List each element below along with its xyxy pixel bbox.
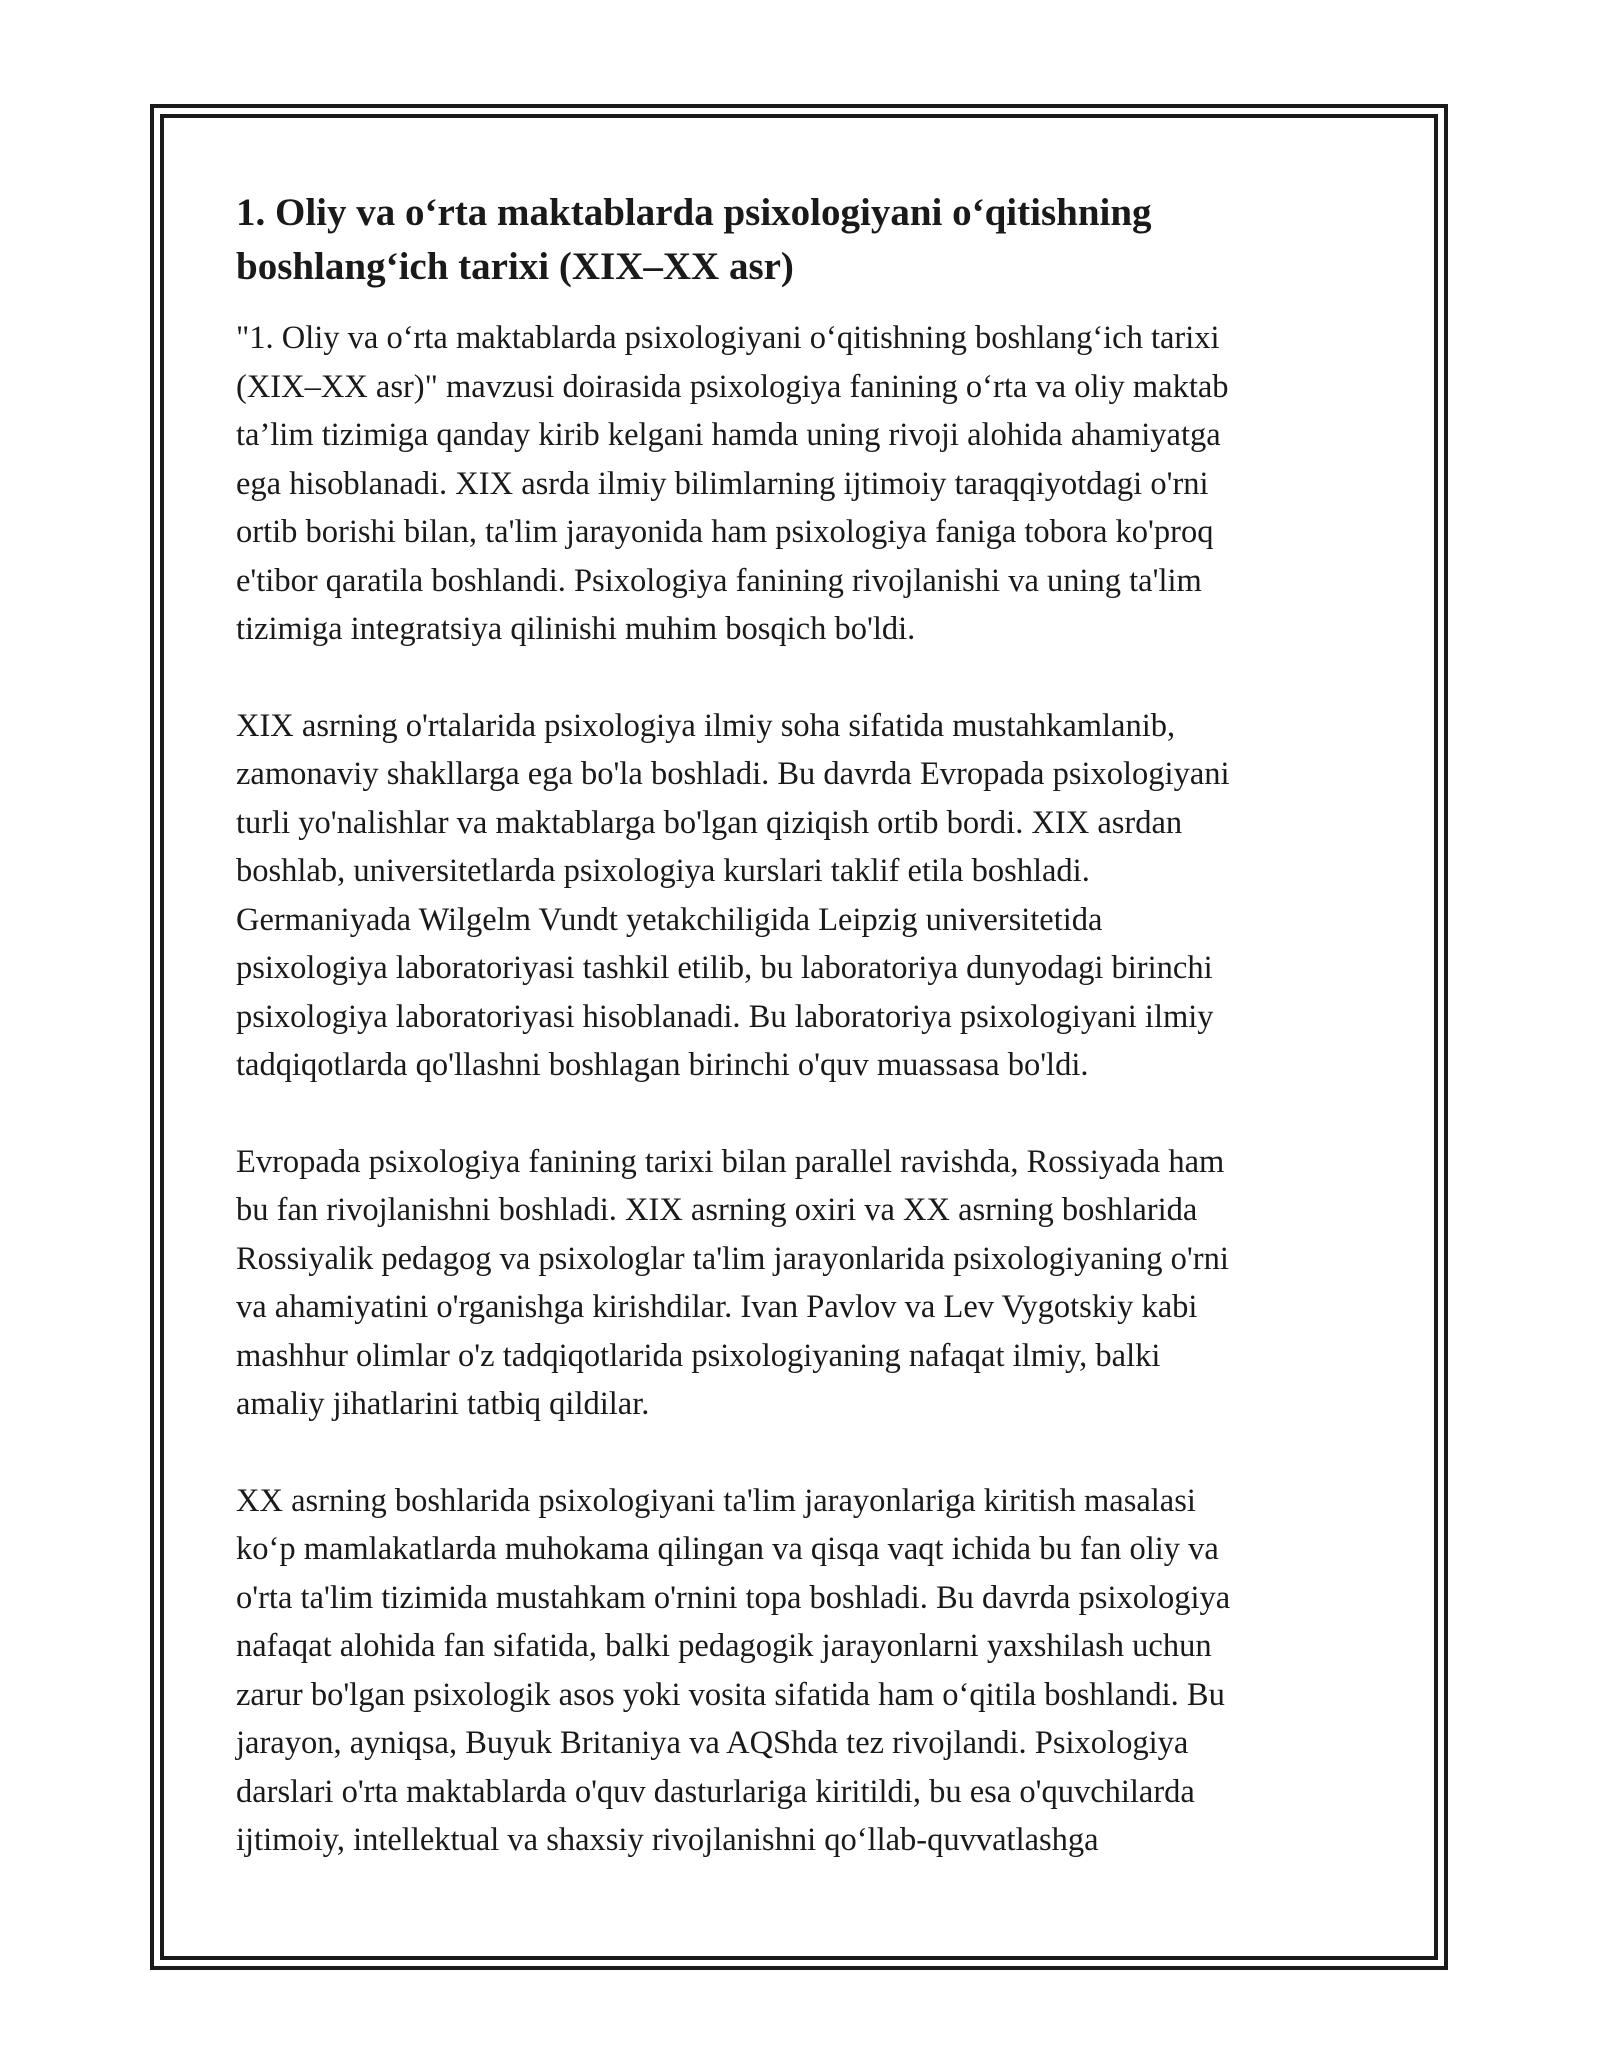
- heading-line: boshlang‘ich tarixi (XIX–XX asr): [236, 245, 794, 288]
- text-line: Rossiyalik pedagog va psixologlar ta'lim jarayonlarida psixologiyaning o'rni: [236, 1240, 1229, 1277]
- text-line: "1. Oliy va o‘rta maktablarda psixologiyani o‘qitishning boshlang‘ich tarixi: [236, 320, 1220, 356]
- heading-line: 1. Oliy va o‘rta maktablarda psixologiyani o‘qitishning: [236, 191, 1152, 234]
- text-line: bu fan rivojlanishni boshladi. XIX asrning oxiri va XX asrning boshlarida: [236, 1192, 1198, 1228]
- text-line: zamonaviy shakllarga ega bo'la boshladi. Bu davrda Evropada psixologiyani: [236, 756, 1230, 792]
- text-line: Evropada psixologiya fanining tarixi bilan parallel ravishda, Rossiyada ham: [236, 1143, 1225, 1180]
- document-body: [236, 186, 1376, 1913]
- text-line: ko‘p mamlakatlarda muhokama qilingan va qisqa vaqt ichida bu fan oliy va: [236, 1531, 1219, 1567]
- text-line: zarur bo'lgan psixologik asos yoki vosita sifatida ham o‘qitila boshlandi. Bu: [236, 1676, 1225, 1713]
- text-line: darslari o'rta maktablarda o'quv dasturlariga kiritildi, bu esa o'quvchilarda: [236, 1773, 1195, 1810]
- text-line: ta’lim tizimiga qanday kirib kelgani hamda uning rivoji alohida ahamiyatga: [236, 417, 1221, 453]
- paragraph-4: [236, 1477, 1376, 1865]
- text-line: (XIX–XX asr)" mavzusi doirasida psixologiya fanining o‘rta va oliy maktab: [236, 368, 1229, 405]
- paragraph-1: [236, 314, 1376, 654]
- text-line: ijtimoiy, intellektual va shaxsiy rivojlanishni qo‘llab-quvvatlashga: [236, 1822, 1099, 1858]
- paragraph-2: [236, 702, 1376, 1090]
- text-line: tizimiga integratsiya qilinishi muhim bosqich bo'ldi.: [236, 611, 916, 647]
- section-heading: [236, 186, 1376, 294]
- text-line: jarayon, ayniqsa, Buyuk Britaniya va AQShda tez rivojlandi. Psixologiya: [236, 1725, 1189, 1761]
- text-line: va ahamiyatini o'rganishga kirishdilar. Ivan Pavlov va Lev Vygotskiy kabi: [236, 1289, 1198, 1325]
- text-line: XIX asrning o'rtalarida psixologiya ilmiy soha sifatida mustahkamlanib,: [236, 707, 1176, 744]
- text-line: e'tibor qaratila boshlandi. Psixologiya fanining rivojlanishi va uning ta'lim: [236, 562, 1202, 599]
- text-line: XX asrning boshlarida psixologiyani ta'lim jarayonlariga kiritish masalasi: [236, 1482, 1196, 1519]
- text-line: mashhur olimlar o'z tadqiqotlarida psixologiyaning nafaqat ilmiy, balki: [236, 1337, 1161, 1374]
- text-line: tadqiqotlarda qo'llashni boshlagan birinchi o'quv muassasa bo'ldi.: [236, 1047, 1089, 1083]
- text-line: boshlab, universitetlarda psixologiya kurslari taklif etila boshladi.: [236, 853, 1090, 889]
- text-line: ortib borishi bilan, ta'lim jarayonida ham psixologiya faniga tobora ko'proq: [236, 514, 1214, 550]
- text-line: psixologiya laboratoriyasi hisoblanadi. Bu laboratoriya psixologiyani ilmiy: [236, 998, 1214, 1035]
- text-line: psixologiya laboratoriyasi tashkil etilib, bu laboratoriya dunyodagi birinchi: [236, 950, 1213, 986]
- text-line: o'rta ta'lim tizimida mustahkam o'rnini topa boshladi. Bu davrda psixologiya: [236, 1579, 1231, 1616]
- text-line: Germaniyada Wilgelm Vundt yetakchiligida Leipzig universitetida: [236, 901, 1103, 938]
- paragraph-3: [236, 1138, 1376, 1429]
- text-line: nafaqat alohida fan sifatida, balki pedagogik jarayonlarni yaxshilash uchun: [236, 1628, 1212, 1664]
- text-line: turli yo'nalishlar va maktablarga bo'lgan qiziqish ortib bordi. XIX asrdan: [236, 804, 1183, 841]
- text-line: ega hisoblanadi. XIX asrda ilmiy bilimlarning ijtimoiy taraqqiyotdagi o'rni: [236, 465, 1209, 502]
- text-line: amaliy jihatlarini tatbiq qildilar.: [236, 1386, 650, 1422]
